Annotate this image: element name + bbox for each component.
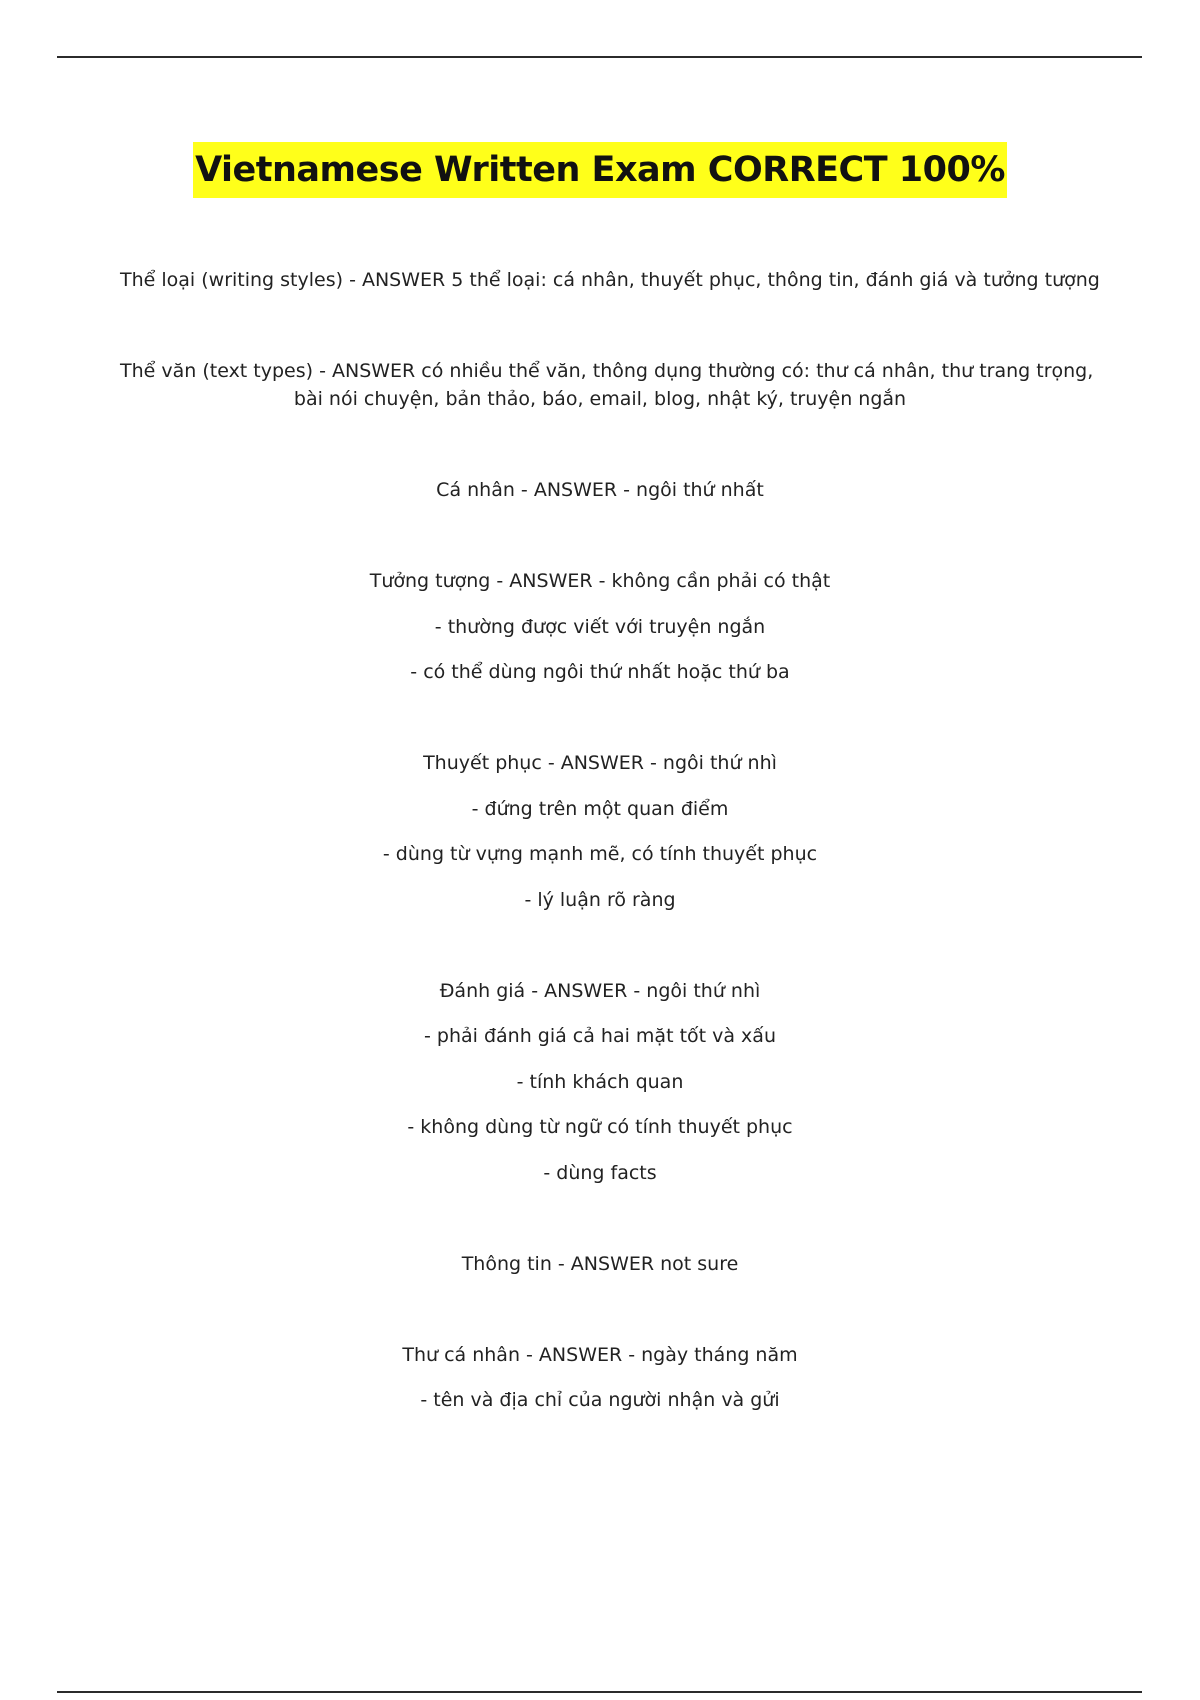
qa-persuasive-point: - đứng trên một quan điểm [471, 798, 729, 820]
qa-personal-letter-point: - tên và địa chỉ của người nhận và gửi [420, 1389, 780, 1411]
qa-text-types-line2: bài nói chuyện, bản thảo, báo, email, blog, nhật ký, truyện ngắn [293, 388, 907, 410]
qa-imaginative-point: - thường được viết với truyện ngắn [434, 616, 766, 638]
qa-evaluative-point: - dùng facts [543, 1162, 657, 1184]
qa-imaginative: Tưởng tượng - ANSWER - không cần phải có thật [369, 570, 831, 592]
qa-informative: Thông tin - ANSWER not sure [461, 1253, 739, 1275]
qa-evaluative-point: - không dùng từ ngữ có tính thuyết phục [407, 1116, 793, 1138]
document-title: Vietnamese Written Exam CORRECT 100% [193, 142, 1007, 198]
header-rule [57, 56, 1142, 58]
qa-evaluative: Đánh giá - ANSWER - ngôi thứ nhì [439, 980, 761, 1002]
qa-persuasive: Thuyết phục - ANSWER - ngôi thứ nhì [423, 752, 777, 774]
qa-personal: Cá nhân - ANSWER - ngôi thứ nhất [436, 479, 764, 501]
qa-evaluative-point: - tính khách quan [516, 1071, 684, 1093]
qa-text-types-line1: Thể văn (text types) - ANSWER có nhiều thể văn, thông dụng thường có: thư cá nhân, thư trang trọng, [120, 360, 1094, 382]
qa-persuasive-point: - lý luận rõ ràng [524, 889, 676, 911]
footer-rule [57, 1691, 1142, 1693]
title-container [0, 142, 1200, 198]
qa-evaluative-point: - phải đánh giá cả hai mặt tốt và xấu [423, 1025, 776, 1047]
qa-writing-styles: Thể loại (writing styles) - ANSWER 5 thể loại: cá nhân, thuyết phục, thông tin, đánh giá và tưởng tượng [120, 269, 1100, 291]
qa-persuasive-point: - dùng từ vựng mạnh mẽ, có tính thuyết phục [382, 843, 818, 865]
qa-imaginative-point: - có thể dùng ngôi thứ nhất hoặc thứ ba [410, 661, 790, 683]
qa-personal-letter: Thư cá nhân - ANSWER - ngày tháng năm [402, 1344, 798, 1366]
